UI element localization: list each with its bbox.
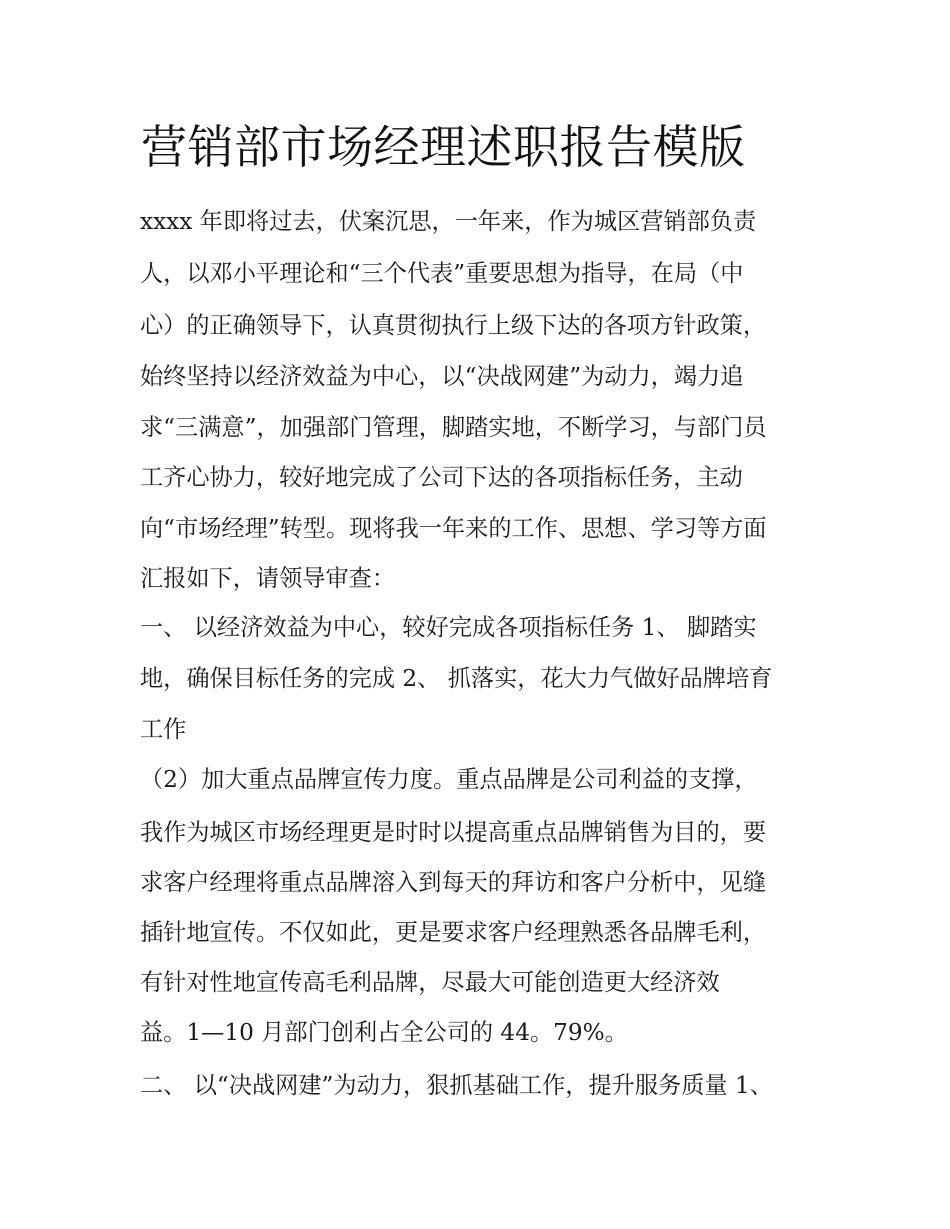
body-line-8: 汇报如下，请领导审查：	[140, 565, 396, 592]
body-line-15: 插针地宣传。不仅如此，更是要求客户经理熟悉各品牌毛利，	[140, 919, 767, 946]
body-line-18: 二、 以“决战网建”为动力，狠抓基础工作，提升服务质量 1、	[140, 1072, 773, 1099]
body-line-6: 工齐心协力，较好地完成了公司下达的各项指标任务，主动	[140, 464, 743, 491]
body-line-1: xxxx 年即将过去，伏案沉思，一年来，作为城区营销部负责	[140, 208, 757, 235]
body-line-12: （2）加大重点品牌宣传力度。重点品牌是公司利益的支撑，	[140, 766, 758, 793]
body-line-16: 有针对性地宣传高毛利品牌，尽最大可能创造更大经济效	[140, 969, 720, 996]
body-line-13: 我作为城区市场经理更是时时以提高重点品牌销售为目的，要	[140, 819, 767, 846]
body-line-3: 心）的正确领导下，认真贯彻执行上级下达的各项方针政策，	[140, 312, 767, 339]
body-line-11: 工作	[140, 716, 187, 743]
body-line-5: 求“三满意”，加强部门管理，脚踏实地，不断学习，与部门员	[140, 414, 767, 441]
body-line-9: 一、 以经济效益为中心，较好完成各项指标任务 1、 脚踏实	[140, 614, 757, 641]
document-title: 营销部市场经理述职报告模版	[141, 120, 746, 174]
body-line-2: 人，以邓小平理论和“三个代表”重要思想为指导，在局（中	[140, 260, 744, 287]
body-line-10: 地，确保目标任务的完成 2、 抓落实，花大力气做好品牌培育	[140, 665, 773, 692]
body-line-14: 求客户经理将重点品牌溶入到每天的拜访和客户分析中，见缝	[140, 869, 767, 896]
body-line-17: 益。1—10 月部门创利占全公司的 44。79%。	[140, 1019, 628, 1046]
body-line-7: 向“市场经理”转型。现将我一年来的工作、思想、学习等方面	[140, 515, 767, 542]
body-line-4: 始终坚持以经济效益为中心，以“决战网建”为动力，竭力追	[140, 363, 744, 390]
